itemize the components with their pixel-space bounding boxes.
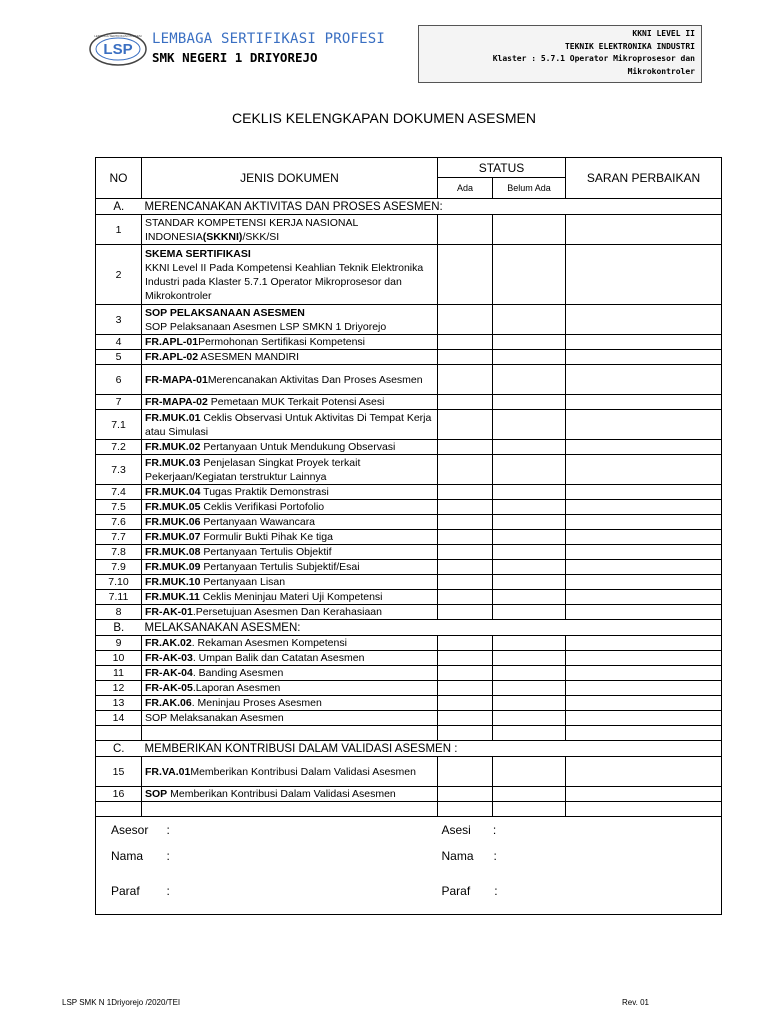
status-belum-ada-cell[interactable] (493, 215, 566, 245)
document-code: FR-AK-05 (145, 682, 193, 694)
document-name (142, 711, 438, 726)
status-ada-cell[interactable] (438, 666, 493, 681)
status-ada-cell[interactable] (438, 350, 493, 365)
status-ada-cell[interactable] (438, 590, 493, 605)
document-name (142, 485, 438, 500)
table-row (96, 500, 722, 515)
document-description: Pertanyaan Untuk Mendukung Observasi (200, 441, 396, 453)
footer-doc-code: LSP SMK N 1Driyorejo /2020/TEI (62, 998, 181, 1007)
kkni-line2: TEKNIK ELEKTRONIKA INDUSTRI (564, 41, 695, 51)
status-ada-cell[interactable] (438, 305, 493, 335)
table-row (96, 666, 722, 681)
document-code: FR.MUK.01 (145, 411, 201, 424)
document-name (142, 636, 438, 651)
row-number: 11 (96, 666, 142, 681)
document-description: Ceklis Verifikasi Portofolio (200, 501, 325, 513)
row-number: 4 (96, 335, 142, 350)
row-number: 7.11 (96, 590, 142, 605)
section-letter: B. (96, 620, 142, 636)
document-description-suffix: /SKK/SI (242, 230, 280, 243)
section-header-row (96, 620, 722, 636)
document-description: Memberikan Kontribusi Dalam Validasi Asesmen (167, 788, 396, 800)
status-ada-cell[interactable] (438, 560, 493, 575)
status-belum-ada-cell[interactable] (493, 711, 566, 726)
document-code: FR.AK.06 (145, 697, 192, 709)
status-ada-cell[interactable] (438, 575, 493, 590)
table-row (96, 215, 722, 245)
document-code: FR.MUK.07 (145, 531, 201, 543)
saran-perbaikan-cell[interactable] (566, 485, 722, 500)
status-ada-cell[interactable] (438, 681, 493, 696)
status-ada-cell[interactable] (438, 245, 493, 305)
table-row (96, 440, 722, 455)
status-belum-ada-cell[interactable] (493, 245, 566, 305)
status-belum-ada-cell[interactable] (493, 335, 566, 350)
row-number: 7.3 (96, 455, 142, 485)
asesi-colon: : (492, 822, 497, 837)
document-name (142, 605, 438, 620)
status-belum-ada-cell[interactable] (493, 350, 566, 365)
document-description: Permohonan Sertifikasi Kompetensi (198, 336, 366, 348)
document-code: FR-MAPA-01 (145, 373, 208, 386)
asesi-label: Asesi (441, 822, 471, 837)
saran-perbaikan-cell[interactable] (566, 395, 722, 410)
table-row (96, 545, 722, 560)
document-code: FR-AK-01 (145, 606, 193, 618)
document-code: SOP PELAKSANAAN ASESMEN (145, 306, 305, 319)
row-number: 7.1 (96, 410, 142, 440)
saran-perbaikan-cell[interactable] (566, 560, 722, 575)
document-name (142, 455, 438, 485)
document-description: Pertanyaan Tertulis Objektif (200, 546, 332, 558)
status-ada-cell[interactable] (438, 802, 493, 817)
saran-perbaikan-cell[interactable] (566, 590, 722, 605)
saran-perbaikan-cell[interactable] (566, 335, 722, 350)
paraf-asesor-colon: : (142, 869, 438, 915)
row-number: 3 (96, 305, 142, 335)
section-letter: A. (96, 199, 142, 215)
asesi-cell (438, 817, 722, 843)
nama-asesi-label: Nama (441, 848, 474, 863)
table-row (96, 410, 722, 440)
document-name (142, 500, 438, 515)
saran-perbaikan-cell[interactable] (566, 500, 722, 515)
section-header-row (96, 199, 722, 215)
document-description: Pertanyaan Wawancara (200, 516, 316, 528)
document-description: Tugas Praktik Demonstrasi (200, 486, 329, 498)
document-code: FR.MUK.04 (145, 486, 201, 498)
paraf-asesor-label: Paraf (96, 869, 142, 915)
table-row (96, 590, 722, 605)
status-ada-cell[interactable] (438, 787, 493, 802)
saran-perbaikan-cell[interactable] (566, 410, 722, 440)
status-ada-cell[interactable] (438, 365, 493, 395)
status-belum-ada-cell[interactable] (493, 395, 566, 410)
status-ada-cell[interactable] (438, 485, 493, 500)
document-code: SOP (145, 788, 168, 800)
document-code: FR.AK.02 (145, 637, 192, 649)
table-row (96, 605, 722, 620)
saran-perbaikan-cell[interactable] (566, 605, 722, 620)
document-name (142, 395, 438, 410)
paraf-asesi-label: Paraf (441, 884, 471, 899)
saran-perbaikan-cell[interactable] (566, 215, 722, 245)
row-number: 10 (96, 651, 142, 666)
saran-perbaikan-cell[interactable] (566, 651, 722, 666)
saran-perbaikan-cell[interactable] (566, 681, 722, 696)
col-header-no: NO (96, 158, 142, 199)
document-code: FR.MUK.10 (145, 576, 201, 588)
status-ada-cell[interactable] (438, 335, 493, 350)
col-header-status: STATUS (438, 158, 566, 178)
row-number: 7.6 (96, 515, 142, 530)
document-name (142, 515, 438, 530)
col-header-jenis: JENIS DOKUMEN (142, 158, 438, 199)
section-title: MERENCANAKAN AKTIVITAS DAN PROSES ASESMEN: (142, 199, 722, 215)
document-name (142, 802, 438, 817)
col-header-saran: SARAN PERBAIKAN (566, 158, 722, 199)
status-ada-cell[interactable] (438, 636, 493, 651)
document-name (142, 530, 438, 545)
document-name (142, 440, 438, 455)
status-ada-cell[interactable] (438, 440, 493, 455)
paraf-asesi-colon: : (494, 884, 498, 899)
status-belum-ada-cell[interactable] (493, 530, 566, 545)
table-row (96, 726, 722, 741)
status-ada-cell[interactable] (438, 757, 493, 787)
row-number: 13 (96, 696, 142, 711)
status-ada-cell[interactable] (438, 605, 493, 620)
document-description: Memberikan Kontribusi Dalam Validasi Asesmen (190, 765, 416, 778)
saran-perbaikan-cell[interactable] (566, 696, 722, 711)
document-description: . Rekaman Asesmen Kompetensi (191, 637, 347, 649)
status-belum-ada-cell[interactable] (493, 515, 566, 530)
saran-perbaikan-cell[interactable] (566, 350, 722, 365)
status-belum-ada-cell[interactable] (493, 500, 566, 515)
row-number: 7.10 (96, 575, 142, 590)
table-row (96, 636, 722, 651)
status-ada-cell[interactable] (438, 215, 493, 245)
status-belum-ada-cell[interactable] (493, 305, 566, 335)
status-belum-ada-cell[interactable] (493, 455, 566, 485)
row-number: 7.8 (96, 545, 142, 560)
table-row (96, 395, 722, 410)
table-row (96, 245, 722, 305)
table-row (96, 350, 722, 365)
status-ada-cell[interactable] (438, 530, 493, 545)
status-belum-ada-cell[interactable] (493, 440, 566, 455)
document-description: .Persetujuan Asesmen Dan Kerahasiaan (192, 606, 382, 618)
status-ada-cell[interactable] (438, 515, 493, 530)
document-description: Pemetaan MUK Terkait Potensi Asesi (207, 396, 385, 408)
document-name (142, 245, 438, 305)
status-belum-ada-cell[interactable] (493, 575, 566, 590)
kkni-line3: Klaster : 5.7.1 Operator Mikroprosesor dan (492, 54, 695, 63)
status-ada-cell[interactable] (438, 726, 493, 741)
document-name (142, 590, 438, 605)
document-description: . Umpan Balik dan Catatan Asesmen (192, 652, 365, 664)
row-number: 7.7 (96, 530, 142, 545)
table-row (96, 711, 722, 726)
status-belum-ada-cell[interactable] (493, 485, 566, 500)
kkni-box (418, 25, 702, 83)
document-description: SOP Pelaksanaan Asesmen LSP SMKN 1 Driyorejo (145, 320, 387, 333)
table-row (96, 757, 722, 787)
document-code: FR.VA.01 (145, 765, 191, 778)
status-ada-cell[interactable] (438, 410, 493, 440)
status-ada-cell[interactable] (438, 545, 493, 560)
status-ada-cell[interactable] (438, 711, 493, 726)
saran-perbaikan-cell[interactable] (566, 455, 722, 485)
saran-perbaikan-cell[interactable] (566, 802, 722, 817)
status-belum-ada-cell[interactable] (493, 696, 566, 711)
document-code: FR.MUK.11 (145, 591, 200, 603)
saran-perbaikan-cell[interactable] (566, 440, 722, 455)
table-row (96, 560, 722, 575)
saran-perbaikan-cell[interactable] (566, 757, 722, 787)
row-number: 2 (96, 245, 142, 305)
kkni-line1: KKNI LEVEL II (632, 29, 695, 38)
document-code: FR-AK-03 (145, 652, 193, 664)
row-number: 7.4 (96, 485, 142, 500)
paraf-asesi-cell (438, 869, 722, 915)
document-description: Formulir Bukti Pihak Ke tiga (200, 531, 333, 543)
document-name (142, 545, 438, 560)
status-belum-ada-cell[interactable] (493, 666, 566, 681)
footer-revision: Rev. 01 (622, 998, 649, 1007)
document-name (142, 215, 438, 245)
status-belum-ada-cell[interactable] (493, 410, 566, 440)
document-description: Pertanyaan Tertulis Subjektif/Esai (200, 561, 360, 573)
status-belum-ada-cell[interactable] (493, 651, 566, 666)
org-name-line2: SMK NEGERI 1 DRIYOREJO (152, 50, 318, 65)
document-description: Penjelasan Singkat Proyek terkait Pekerjaan/Kegiatan terstruktur Lainnya (145, 456, 361, 483)
document-name (142, 410, 438, 440)
document-description: Ceklis Observasi Untuk Aktivitas Di Tempat Kerja atau Simulasi (145, 411, 432, 438)
document-code: FR.MUK.09 (145, 561, 201, 573)
document-name (142, 726, 438, 741)
document-code-suffix: (SKKNI) (202, 230, 243, 243)
document-name (142, 335, 438, 350)
document-name (142, 666, 438, 681)
saran-perbaikan-cell[interactable] (566, 530, 722, 545)
row-number: 7.2 (96, 440, 142, 455)
status-belum-ada-cell[interactable] (493, 636, 566, 651)
document-description: Merencanakan Aktivitas Dan Proses Asesmen (207, 373, 423, 386)
checklist-table (95, 157, 722, 915)
saran-perbaikan-cell[interactable] (566, 666, 722, 681)
table-row (96, 530, 722, 545)
document-name (142, 560, 438, 575)
status-ada-cell[interactable] (438, 696, 493, 711)
row-number: 5 (96, 350, 142, 365)
saran-perbaikan-cell[interactable] (566, 305, 722, 335)
nama-asesi-colon: : (493, 848, 497, 863)
row-number (96, 802, 142, 817)
row-number: 7.9 (96, 560, 142, 575)
saran-perbaikan-cell[interactable] (566, 365, 722, 395)
row-number: 12 (96, 681, 142, 696)
status-belum-ada-cell[interactable] (493, 757, 566, 787)
section-header-row (96, 741, 722, 757)
document-name (142, 575, 438, 590)
document-code: FR.MUK.05 (145, 501, 201, 513)
document-name (142, 350, 438, 365)
table-row (96, 651, 722, 666)
document-description: SOP Melaksanakan Asesmen (145, 712, 284, 724)
status-belum-ada-cell[interactable] (493, 545, 566, 560)
lsp-logo (88, 31, 148, 67)
asesor-label: Asesor (96, 817, 142, 843)
status-belum-ada-cell[interactable] (493, 726, 566, 741)
col-header-belum-ada: Belum Ada (493, 178, 566, 199)
status-belum-ada-cell[interactable] (493, 787, 566, 802)
table-row (96, 802, 722, 817)
row-number: 6 (96, 365, 142, 395)
table-row (96, 455, 722, 485)
status-belum-ada-cell[interactable] (493, 605, 566, 620)
section-letter: C. (96, 741, 142, 757)
saran-perbaikan-cell[interactable] (566, 787, 722, 802)
document-code: FR-AK-04 (145, 667, 193, 679)
document-code: FR.APL-02 (145, 351, 199, 363)
status-belum-ada-cell[interactable] (493, 365, 566, 395)
document-description: Ceklis Meninjau Materi Uji Kompetensi (199, 591, 383, 603)
status-belum-ada-cell[interactable] (493, 560, 566, 575)
row-number: 9 (96, 636, 142, 651)
saran-perbaikan-cell[interactable] (566, 726, 722, 741)
table-row (96, 485, 722, 500)
row-number (96, 726, 142, 741)
document-name (142, 696, 438, 711)
row-number: 8 (96, 605, 142, 620)
row-number: 15 (96, 757, 142, 787)
nama-asesor-label: Nama (96, 843, 142, 869)
document-name (142, 757, 438, 787)
row-number: 7.5 (96, 500, 142, 515)
status-ada-cell[interactable] (438, 395, 493, 410)
document-name (142, 787, 438, 802)
document-code: FR.APL-01 (145, 336, 199, 348)
document-code: FR-MAPA-02 (145, 396, 208, 408)
logo-subtext: LEMBAGA SERTIFIKASI PROFESI (94, 34, 142, 38)
document-code: SKEMA SERTIFIKASI (145, 247, 251, 260)
kkni-line4: Mikrokontroler (627, 66, 695, 76)
table-row (96, 335, 722, 350)
status-belum-ada-cell[interactable] (493, 681, 566, 696)
document-name (142, 651, 438, 666)
document-code: FR.MUK.03 (145, 456, 201, 469)
document-code: FR.MUK.02 (145, 441, 201, 453)
document-code: FR.MUK.08 (145, 546, 201, 558)
org-name-line1: LEMBAGA SERTIFIKASI PROFESI (152, 31, 385, 47)
saran-perbaikan-cell[interactable] (566, 636, 722, 651)
document-description: .Laporan Asesmen (192, 682, 281, 694)
row-number: 14 (96, 711, 142, 726)
nama-asesor-colon: : (166, 848, 170, 863)
row-number: 16 (96, 787, 142, 802)
asesor-colon: : (142, 817, 438, 843)
status-ada-cell[interactable] (438, 455, 493, 485)
table-row (96, 365, 722, 395)
status-ada-cell[interactable] (438, 500, 493, 515)
row-number: 1 (96, 215, 142, 245)
section-title: MEMBERIKAN KONTRIBUSI DALAM VALIDASI ASESMEN : (142, 741, 722, 757)
logo-text: LSP (103, 41, 133, 58)
document-title: CEKLIS KELENGKAPAN DOKUMEN ASESMEN (232, 110, 536, 126)
document-description: . Banding Asesmen (192, 667, 284, 679)
document-description: STANDAR KOMPETENSI KERJA NASIONAL INDONESIA (145, 216, 358, 243)
document-name (142, 305, 438, 335)
saran-perbaikan-cell[interactable] (566, 545, 722, 560)
status-ada-cell[interactable] (438, 651, 493, 666)
nama-asesi-cell (438, 843, 722, 869)
document-code: FR.MUK.06 (145, 516, 201, 528)
document-name (142, 365, 438, 395)
document-description: ASESMEN MANDIRI (198, 351, 300, 363)
table-row (96, 305, 722, 335)
status-belum-ada-cell[interactable] (493, 590, 566, 605)
saran-perbaikan-cell[interactable] (566, 711, 722, 726)
table-row (96, 515, 722, 530)
table-row (96, 787, 722, 802)
col-header-ada: Ada (438, 178, 493, 199)
section-title: MELAKSANAKAN ASESMEN: (142, 620, 722, 636)
row-number: 7 (96, 395, 142, 410)
saran-perbaikan-cell[interactable] (566, 245, 722, 305)
table-row (96, 681, 722, 696)
saran-perbaikan-cell[interactable] (566, 575, 722, 590)
document-name (142, 681, 438, 696)
document-description: . Meninjau Proses Asesmen (191, 697, 322, 709)
table-row (96, 575, 722, 590)
document-description: Pertanyaan Lisan (200, 576, 286, 588)
status-belum-ada-cell[interactable] (493, 802, 566, 817)
document-description: KKNI Level II Pada Kompetensi Keahlian Teknik Elektronika Industri pada Klaster 5.7.1 Operator Mikroprosesor dan Mikrokontroler (145, 261, 424, 302)
table-row (96, 696, 722, 711)
saran-perbaikan-cell[interactable] (566, 515, 722, 530)
